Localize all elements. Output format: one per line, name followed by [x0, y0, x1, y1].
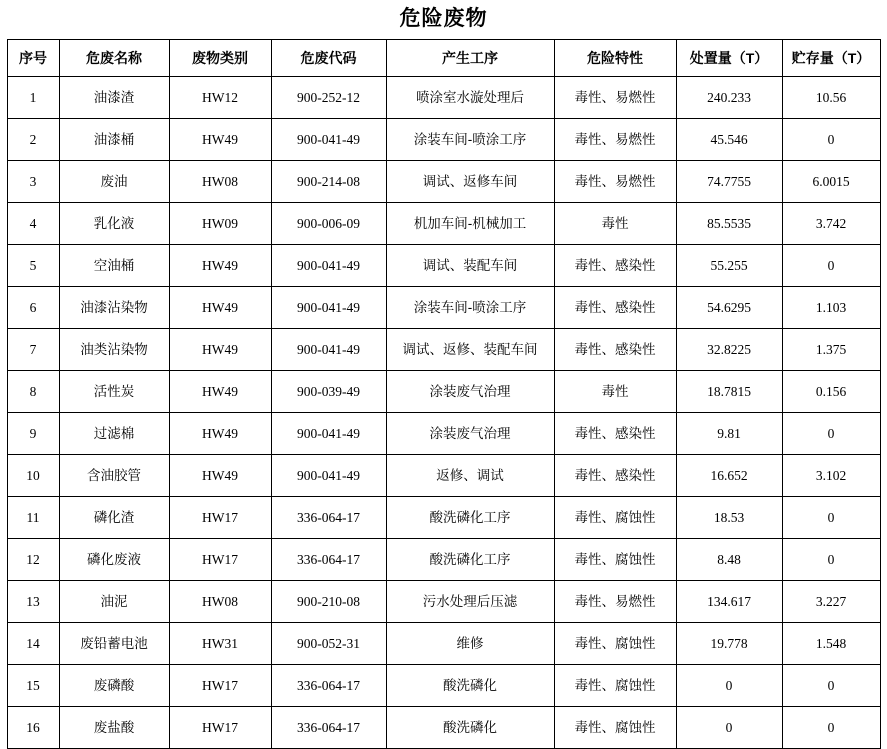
cell-storage: 1.375: [782, 329, 880, 371]
cell-hazard: 毒性、腐蚀性: [554, 707, 676, 749]
table-row: [7, 371, 880, 413]
cell-index: 8: [7, 371, 59, 413]
cell-index: 15: [7, 665, 59, 707]
cell-index: 6: [7, 287, 59, 329]
cell-name: 油漆渣: [59, 77, 169, 119]
cell-process: 维修: [386, 623, 554, 665]
cell-category: HW09: [169, 203, 271, 245]
cell-category: HW08: [169, 161, 271, 203]
cell-name: 油漆沾染物: [59, 287, 169, 329]
table-row: [7, 329, 880, 371]
cell-disposal: 0: [676, 707, 782, 749]
cell-storage: 0: [782, 413, 880, 455]
cell-index: 3: [7, 161, 59, 203]
cell-code: 336-064-17: [271, 707, 386, 749]
cell-name: 过滤棉: [59, 413, 169, 455]
cell-code: 900-210-08: [271, 581, 386, 623]
cell-storage: 10.56: [782, 77, 880, 119]
table-row: [7, 581, 880, 623]
cell-process: 涂装车间-喷涂工序: [386, 119, 554, 161]
cell-name: 空油桶: [59, 245, 169, 287]
cell-category: HW49: [169, 287, 271, 329]
table-row: [7, 497, 880, 539]
cell-process: 返修、调试: [386, 455, 554, 497]
table-row: [7, 539, 880, 581]
cell-storage: 6.0015: [782, 161, 880, 203]
cell-category: HW49: [169, 329, 271, 371]
cell-index: 10: [7, 455, 59, 497]
cell-process: 涂装废气治理: [386, 371, 554, 413]
cell-index: 1: [7, 77, 59, 119]
cell-name: 废盐酸: [59, 707, 169, 749]
cell-storage: 1.548: [782, 623, 880, 665]
cell-name: 磷化废液: [59, 539, 169, 581]
cell-category: HW17: [169, 707, 271, 749]
cell-name: 废铅蓄电池: [59, 623, 169, 665]
cell-process: 涂装车间-喷涂工序: [386, 287, 554, 329]
cell-code: 900-039-49: [271, 371, 386, 413]
cell-name: 磷化渣: [59, 497, 169, 539]
cell-name: 乳化液: [59, 203, 169, 245]
cell-disposal: 54.6295: [676, 287, 782, 329]
table-row: [7, 119, 880, 161]
cell-process: 调试、装配车间: [386, 245, 554, 287]
cell-hazard: 毒性、腐蚀性: [554, 497, 676, 539]
cell-hazard: 毒性: [554, 371, 676, 413]
cell-code: 900-041-49: [271, 413, 386, 455]
column-header-name: 危废名称: [59, 40, 169, 77]
cell-hazard: 毒性、感染性: [554, 455, 676, 497]
cell-disposal: 55.255: [676, 245, 782, 287]
cell-storage: 0: [782, 539, 880, 581]
cell-process: 涂装废气治理: [386, 413, 554, 455]
cell-code: 900-252-12: [271, 77, 386, 119]
cell-disposal: 8.48: [676, 539, 782, 581]
table-row: [7, 665, 880, 707]
cell-index: 4: [7, 203, 59, 245]
cell-storage: 3.102: [782, 455, 880, 497]
cell-hazard: 毒性、腐蚀性: [554, 665, 676, 707]
cell-category: HW17: [169, 497, 271, 539]
table-row: [7, 623, 880, 665]
cell-code: 900-041-49: [271, 455, 386, 497]
cell-hazard: 毒性、感染性: [554, 413, 676, 455]
hazardous-waste-table: [7, 39, 881, 749]
cell-name: 油漆桶: [59, 119, 169, 161]
cell-disposal: 0: [676, 665, 782, 707]
cell-category: HW49: [169, 413, 271, 455]
cell-category: HW49: [169, 455, 271, 497]
table-header: [7, 40, 880, 77]
table-row: [7, 287, 880, 329]
cell-index: 7: [7, 329, 59, 371]
cell-storage: 0: [782, 707, 880, 749]
cell-storage: 3.742: [782, 203, 880, 245]
cell-index: 14: [7, 623, 59, 665]
cell-process: 酸洗磷化: [386, 707, 554, 749]
table-row: [7, 245, 880, 287]
cell-storage: 0.156: [782, 371, 880, 413]
cell-index: 2: [7, 119, 59, 161]
cell-index: 5: [7, 245, 59, 287]
column-header-index: 序号: [7, 40, 59, 77]
cell-disposal: 74.7755: [676, 161, 782, 203]
cell-hazard: 毒性、易燃性: [554, 581, 676, 623]
cell-code: 900-214-08: [271, 161, 386, 203]
cell-name: 含油胶管: [59, 455, 169, 497]
cell-disposal: 16.652: [676, 455, 782, 497]
cell-disposal: 18.7815: [676, 371, 782, 413]
cell-code: 336-064-17: [271, 665, 386, 707]
cell-hazard: 毒性、感染性: [554, 287, 676, 329]
cell-name: 废磷酸: [59, 665, 169, 707]
cell-code: 900-041-49: [271, 119, 386, 161]
cell-hazard: 毒性: [554, 203, 676, 245]
table-row: [7, 707, 880, 749]
cell-category: HW31: [169, 623, 271, 665]
cell-disposal: 45.546: [676, 119, 782, 161]
cell-code: 900-041-49: [271, 245, 386, 287]
column-header-storage: 贮存量（T）: [782, 40, 880, 77]
cell-index: 12: [7, 539, 59, 581]
cell-storage: 0: [782, 245, 880, 287]
cell-category: HW08: [169, 581, 271, 623]
cell-process: 调试、返修、装配车间: [386, 329, 554, 371]
cell-process: 污水处理后压滤: [386, 581, 554, 623]
cell-process: 酸洗磷化: [386, 665, 554, 707]
cell-name: 油类沾染物: [59, 329, 169, 371]
cell-index: 11: [7, 497, 59, 539]
cell-hazard: 毒性、感染性: [554, 329, 676, 371]
cell-disposal: 18.53: [676, 497, 782, 539]
column-header-category: 废物类别: [169, 40, 271, 77]
cell-hazard: 毒性、感染性: [554, 245, 676, 287]
cell-name: 废油: [59, 161, 169, 203]
column-header-process: 产生工序: [386, 40, 554, 77]
table-row: [7, 413, 880, 455]
cell-hazard: 毒性、易燃性: [554, 77, 676, 119]
page-title: 危险废物: [399, 7, 488, 30]
cell-disposal: 240.233: [676, 77, 782, 119]
cell-hazard: 毒性、腐蚀性: [554, 539, 676, 581]
cell-code: 336-064-17: [271, 539, 386, 581]
cell-hazard: 毒性、腐蚀性: [554, 623, 676, 665]
cell-process: 酸洗磷化工序: [386, 497, 554, 539]
cell-process: 调试、返修车间: [386, 161, 554, 203]
cell-category: HW17: [169, 665, 271, 707]
table-row: [7, 161, 880, 203]
cell-name: 活性炭: [59, 371, 169, 413]
column-header-disposal: 处置量（T）: [676, 40, 782, 77]
cell-code: 900-006-09: [271, 203, 386, 245]
cell-hazard: 毒性、易燃性: [554, 119, 676, 161]
table-body: [7, 77, 880, 749]
cell-disposal: 9.81: [676, 413, 782, 455]
cell-storage: 0: [782, 497, 880, 539]
cell-category: HW49: [169, 245, 271, 287]
cell-name: 油泥: [59, 581, 169, 623]
cell-storage: 0: [782, 119, 880, 161]
cell-disposal: 85.5535: [676, 203, 782, 245]
cell-storage: 0: [782, 665, 880, 707]
cell-disposal: 19.778: [676, 623, 782, 665]
cell-code: 900-041-49: [271, 329, 386, 371]
cell-code: 900-052-31: [271, 623, 386, 665]
cell-category: HW17: [169, 539, 271, 581]
table-row: [7, 203, 880, 245]
cell-disposal: 134.617: [676, 581, 782, 623]
header-row: [7, 40, 880, 77]
table-row: [7, 77, 880, 119]
cell-code: 336-064-17: [271, 497, 386, 539]
table-row: [7, 455, 880, 497]
cell-index: 13: [7, 581, 59, 623]
cell-process: 喷涂室水漩处理后: [386, 77, 554, 119]
cell-disposal: 32.8225: [676, 329, 782, 371]
cell-category: HW12: [169, 77, 271, 119]
cell-storage: 1.103: [782, 287, 880, 329]
cell-index: 9: [7, 413, 59, 455]
cell-hazard: 毒性、易燃性: [554, 161, 676, 203]
column-header-code: 危废代码: [271, 40, 386, 77]
cell-process: 酸洗磷化工序: [386, 539, 554, 581]
cell-storage: 3.227: [782, 581, 880, 623]
cell-code: 900-041-49: [271, 287, 386, 329]
cell-category: HW49: [169, 371, 271, 413]
cell-process: 机加车间-机械加工: [386, 203, 554, 245]
cell-index: 16: [7, 707, 59, 749]
column-header-hazard: 危险特性: [554, 40, 676, 77]
cell-category: HW49: [169, 119, 271, 161]
